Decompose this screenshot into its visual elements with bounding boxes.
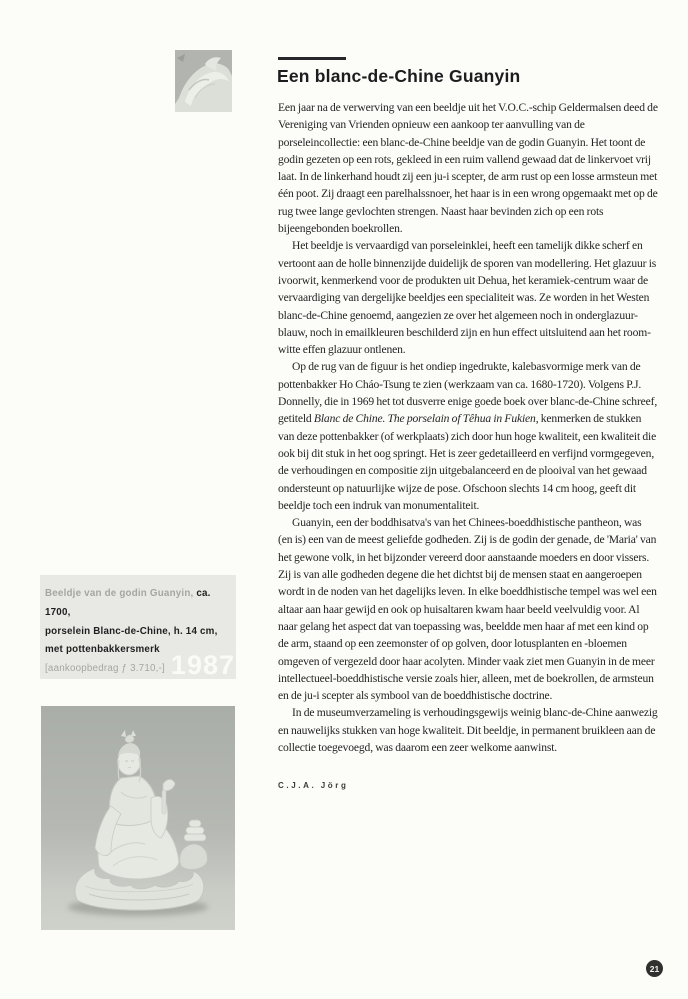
detail-thumbnail-photo [175,50,232,112]
page-title: Een blanc-de-Chine Guanyin [277,66,521,86]
paragraph: Guanyin, een der boddhisatva's van het Chinees-boeddhistische pantheon, was (en is) een van de meest geliefde godheden. Zij is de godin der genade, de 'Maria' van het gewone volk, in het bijzonder vereerd door aanstaande moeders en door vissers. Zij is van alle godheden degene die het dichtst bij de mensen staat en aangeroepen wordt in de noden van het dagelijks leven. In elke boeddhistische tempel was wel een altaar aan haar gewijd en ook op huisaltaren kwam haar beeld veelvuldig voor. Al naar gelang het aspect dat van toepassing was, beeldde men haar af met een kind op de arm, staand op een zeemonster of op golven, door lotusplanten en -bloemen omgeven of vergezeld door haar acolyten. Minder vaak ziet men Guanyin in de meer intellectueel-boeddhistische versie zoals hier, alleen, met de boekrollen, de armsteun en de ju-i scepter als symbool van de boeddhistische doctrine. [278,516,657,703]
acquisition-year: 1987 [170,650,235,680]
paragraph: Op de rug van de figuur is het ondiep ingedrukte, kalebasvormige merk van de pottenbakker Ho Cháo-Tsung te zien (werkzaam van ca. 1680-1720). Volgens P.J. Donnelly, die in 1969 het tot dusverre enige goede boek over blanc-de-Chine schreef, getiteld Blanc de Chine. The porselain of Têhua in Fukien, kenmerken de stukken van deze pottenbakker (of werkplaats) zich door hun hoge kwaliteit, een kwaliteit die ook bij dit stuk in het oog springt. Het is zeer gedetailleerd en verfijnd vormgegeven, de verhoudingen en compositie zijn uitgebalanceerd en de plooival van het gewaad ondersteunt op natuurlijke wijze de pose. Ofschoon slechts 14 cm hoog, geeft dit beeldje toch een indruk van monumentaliteit. [278,360,658,512]
porcelain-detail-image [175,50,232,112]
article-body [278,99,658,795]
caption-line: met pottenbakkersmerk [45,644,160,656]
paragraph: Een jaar na de verwerving van een beeldje uit het V.O.C.-schip Geldermalsen deed de Vereniging van Vrienden opnieuw een aankoop ter aanvulling van de porseleincollectie: een blanc-de-Chine beeldje van de godin Guanyin. Het toont de godin gezeten op een rots, gekleed in een ruim vallend gewaad dat de linkervoet vrij laat. In de linkerhand houdt zij een ju-i scepter, de arm rust op een losse armsteun met één poot. Zij draagt een parelhalssnoer, het haar is in een wrong opgemaakt met op de rug twee lange gevlochten strengen. Naast haar bevinden zich op een rots bijeengebonden boekrollen. [278,101,658,236]
guanyin-figurine-image [41,706,235,930]
page-number-badge [646,960,663,977]
caption-line: porselein Blanc-de-Chine, h. 14 cm, [45,625,218,637]
author-signature: C.J.A. Jörg [278,781,349,791]
paragraph: Het beeldje is vervaardigd van porseleinklei, heeft een tamelijk dikke scherf en vertoont aan de holle binnenzijde duidelijk de sporen van modellering. Het glazuur is ivoorwit, kenmerkend voor de produkten uit Dehua, het keramiek-centrum waar de vervaardiging van dergelijke beeldjes een specialiteit was. Ze worden in het Westen blanc-de-Chine genoemd, aangezien ze over het algemeen noch in onderglazuur-blauw, noch in emailkleuren beschilderd zijn en hun effect uitsluitend aan het room-witte effen glazuur ontlenen. [278,239,657,357]
title-rule [278,57,346,60]
article-paragraphs [278,99,658,756]
paragraph: In de museumverzameling is verhoudingsgewijs weinig blanc-de-Chine aanwezig en nauwelijks stukken van hoge kwaliteit. Dit beeldje, in permanent bruikleen aan de collectie toegevoegd, was daarom een zeer welkome aanwinst. [278,706,658,754]
caption-line: [aankoopbedrag ƒ 3.710,-] [45,663,165,675]
main-photo [41,706,235,930]
caption-box [40,575,236,679]
caption-line: Beeldje van de godin Guanyin, ca. 1700, [45,588,211,618]
page-number: 21 [649,963,660,974]
